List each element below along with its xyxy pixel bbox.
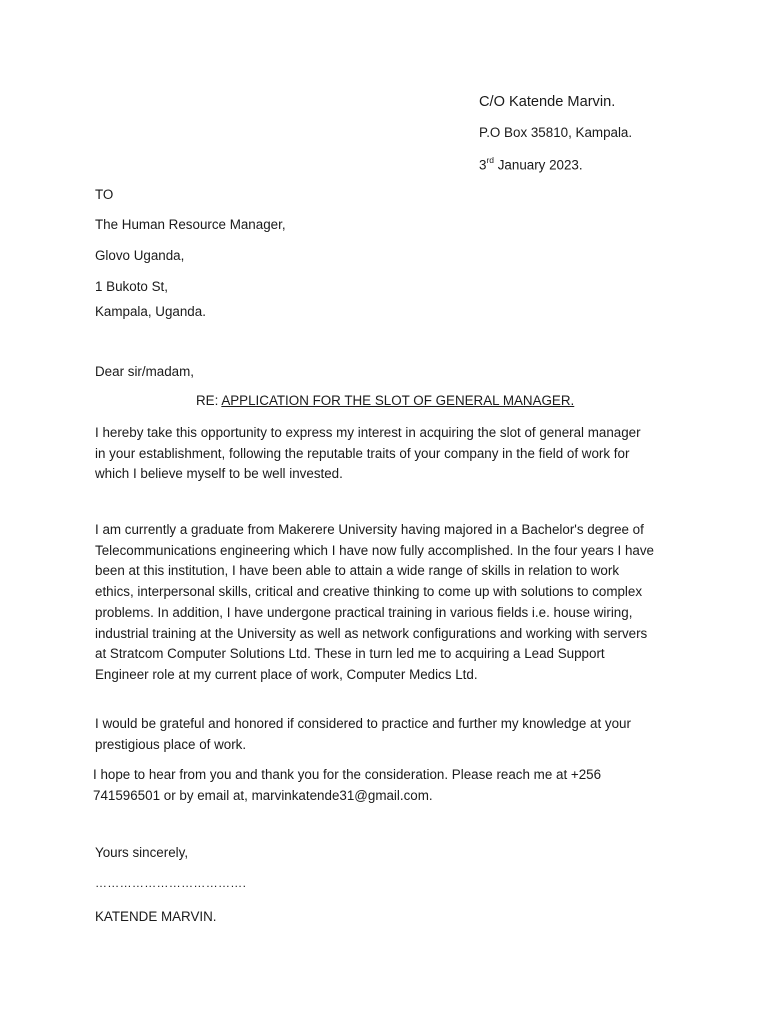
paragraph-line: 741596501 or by email at, marvinkatende31@gmail.com. bbox=[93, 787, 433, 803]
signature-name: KATENDE MARVIN. bbox=[95, 909, 217, 924]
body-paragraph-3 bbox=[95, 714, 685, 755]
paragraph-line: been at this institution, I have been able to attain a wide range of skills in relation to work bbox=[95, 563, 620, 579]
paragraph-line: I would be grateful and honored if considered to practice and further my knowledge at your bbox=[95, 716, 631, 731]
letter-date bbox=[479, 156, 583, 172]
subject-prefix: RE: bbox=[196, 393, 222, 408]
paragraph-line: industrial training at the University as well as network configurations and working with servers bbox=[95, 625, 648, 641]
paragraph-line: I am currently a graduate from Makerere University having majored in a Bachelor's degree of bbox=[95, 522, 644, 537]
body-paragraph-1 bbox=[95, 423, 685, 485]
recipient-line: The Human Resource Manager, bbox=[95, 217, 286, 232]
subject-text: APPLICATION FOR THE SLOT OF GENERAL MANAGER. bbox=[221, 393, 575, 408]
paragraph-line: prestigious place of work. bbox=[95, 736, 247, 752]
recipient-line: 1 Bukoto St, bbox=[95, 279, 168, 294]
paragraph-line: I hereby take this opportunity to express my interest in acquiring the slot of general manager bbox=[95, 425, 641, 440]
sender-name: C/O Katende Marvin. bbox=[479, 94, 616, 110]
date-rest: January 2023. bbox=[494, 157, 583, 173]
paragraph-line: problems. In addition, I have undergone practical training in various fields i.e. house wiring, bbox=[95, 604, 633, 620]
sender-address: P.O Box 35810, Kampala. bbox=[479, 125, 633, 140]
recipient-line: Glovo Uganda, bbox=[95, 248, 185, 263]
paragraph-line: ethics, interpersonal skills, critical and creative thinking to come up with solutions to complex bbox=[95, 584, 643, 600]
paragraph-line: at Stratcom Computer Solutions Ltd. These in turn led me to acquiring a Lead Support bbox=[95, 646, 605, 662]
subject-line bbox=[196, 393, 574, 408]
date-day: 3 bbox=[479, 157, 487, 173]
closing: Yours sincerely, bbox=[95, 845, 189, 860]
body-paragraph-2 bbox=[95, 520, 685, 686]
paragraph-line: Telecommunications engineering which I have now fully accomplished. In the four years I have bbox=[95, 542, 654, 558]
date-suffix: rd bbox=[486, 155, 495, 165]
body-paragraph-4 bbox=[93, 765, 683, 806]
paragraph-line: in your establishment, following the reputable traits of your company in the field of work for bbox=[95, 445, 630, 461]
paragraph-line: which I believe myself to be well invested. bbox=[95, 466, 343, 482]
to-label: TO bbox=[95, 187, 114, 202]
paragraph-line: I hope to hear from you and thank you for the consideration. Please reach me at +256 bbox=[93, 767, 602, 782]
signature-line: ………………………………. bbox=[95, 876, 247, 890]
salutation: Dear sir/madam, bbox=[95, 364, 194, 379]
paragraph-line: Engineer role at my current place of work, Computer Medics Ltd. bbox=[95, 666, 478, 682]
recipient-line: Kampala, Uganda. bbox=[95, 304, 206, 319]
